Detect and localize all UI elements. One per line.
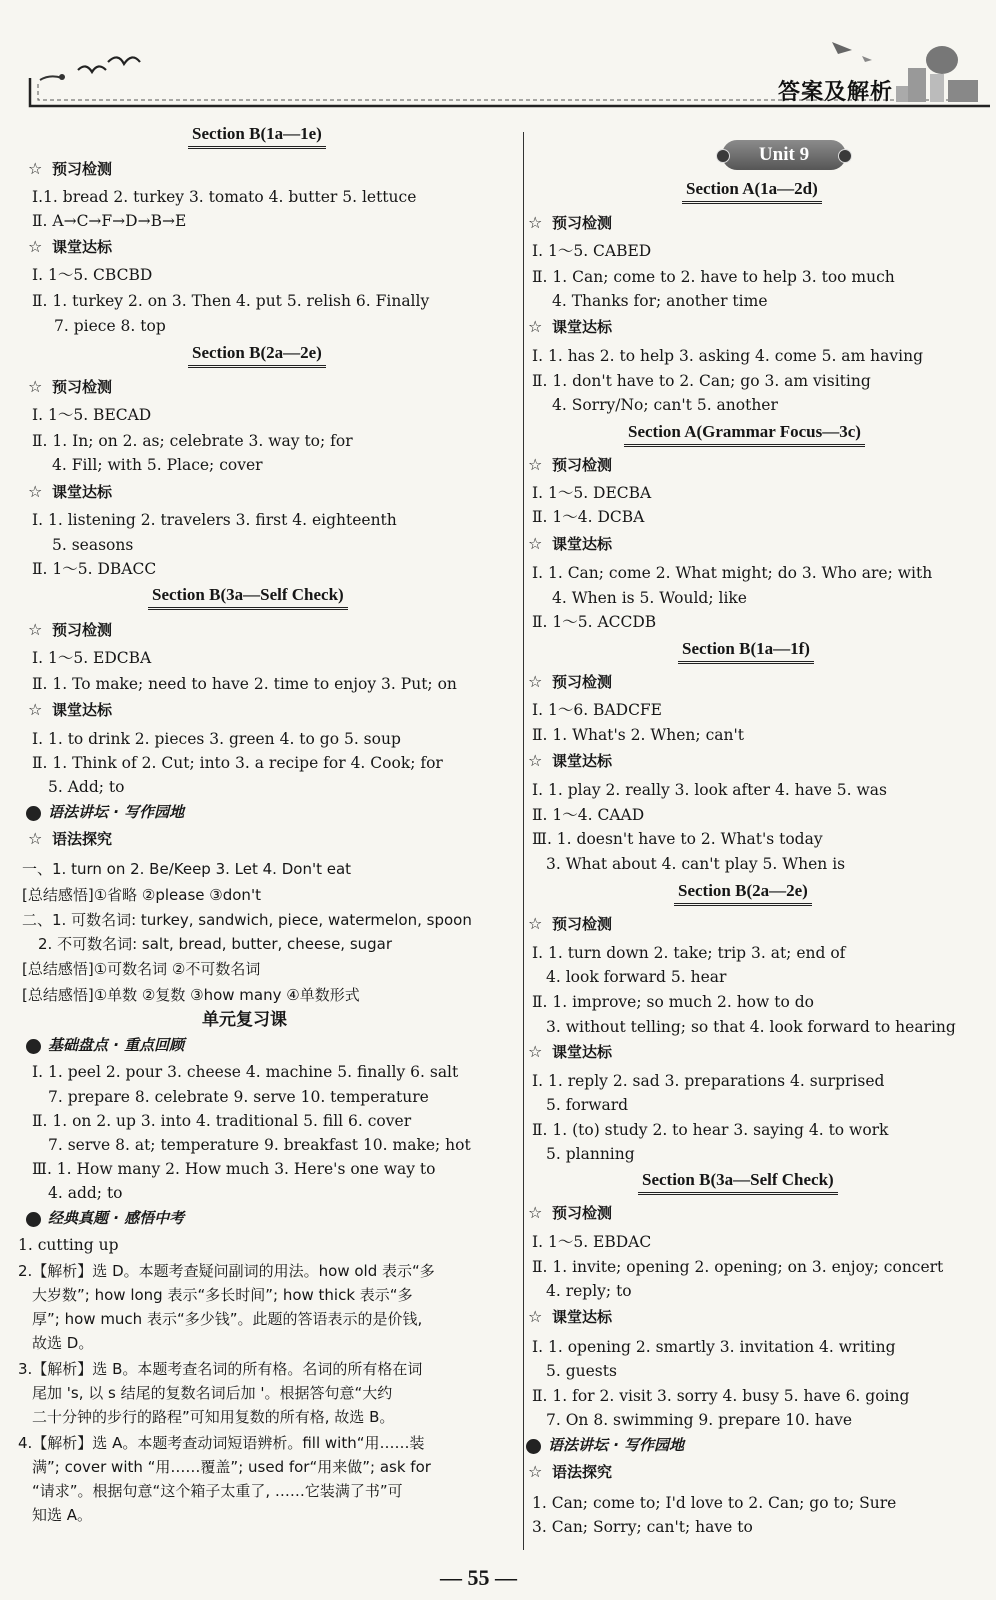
label-class: ☆ 课堂达标 (28, 700, 113, 719)
answer-line: 4. Fill; with 5. Place; cover (52, 456, 263, 474)
grammar-heading: 语法讲坛 · 写作园地 (26, 805, 184, 820)
answer-line: Ⅱ. A→C→F→D→B→E (32, 212, 187, 230)
answer-line: Ⅰ. 1. opening 2. smartly 3. invitation 4. writing (532, 1338, 896, 1356)
star-icon: ☆ (528, 455, 543, 474)
answer-line: Ⅱ. 1. (to) study 2. to hear 3. saying 4. to work (532, 1121, 889, 1139)
answer-line: 3. without telling; so that 4. look forward to hearing (546, 1018, 956, 1036)
answer-line: 7. prepare 8. celebrate 9. serve 10. temperature (48, 1088, 429, 1106)
answer-line: 5. seasons (52, 536, 134, 554)
answer-line: 3. What about 4. can't play 5. When is (546, 855, 846, 873)
answer-line: Ⅱ. 1. Can; come to 2. have to help 3. too much (532, 268, 895, 286)
answer-line: 7. On 8. swimming 9. prepare 10. have (546, 1411, 853, 1429)
answer-line: 二、1. 可数名词: turkey, sandwich, piece, watermelon, spoon (22, 911, 472, 929)
answer-line: Ⅱ. 1. Think of 2. Cut; into 3. a recipe for 4. Cook; for (32, 754, 443, 772)
unit-badge: Unit 9 (722, 140, 846, 170)
star-icon: ☆ (528, 1042, 543, 1061)
answer-line: 7. serve 8. at; temperature 9. breakfast 10. make; hot (48, 1136, 471, 1154)
section-heading: Section B(1a—1e) (188, 125, 326, 149)
answer-line: Ⅱ. 1. In; on 2. as; celebrate 3. way to; for (32, 432, 353, 450)
star-icon: ☆ (528, 672, 543, 691)
answer-line: Ⅲ. 1. doesn't have to 2. What's today (532, 830, 823, 848)
page-header (0, 0, 996, 130)
label-preview: ☆ 预习检测 (28, 159, 113, 178)
answer-line: [总结感悟]①可数名词 ②不可数名词 (22, 960, 261, 978)
explanation-line: 3.【解析】选 B。本题考查名词的所有格。名词的所有格在词 (18, 1360, 423, 1378)
answer-line: 5. forward (546, 1096, 629, 1114)
star-icon: ☆ (28, 237, 43, 256)
star-icon: ☆ (28, 482, 43, 501)
section-heading: Section B(3a—Self Check) (148, 586, 348, 610)
answer-line: Ⅰ. 1～5. BECAD (32, 406, 152, 424)
answer-line: Ⅱ. 1～4. CAAD (532, 806, 645, 824)
label-preview: ☆ 预习检测 (528, 672, 613, 691)
answer-line: Ⅱ. 1～5. DBACC (32, 560, 157, 578)
section-heading: Section B(3a—Self Check) (638, 1171, 838, 1195)
review-title: 单元复习课 (202, 1010, 287, 1030)
label-preview: ☆ 预习检测 (528, 914, 613, 933)
star-icon: ☆ (528, 1307, 543, 1326)
answer-line: 4. Sorry/No; can't 5. another (552, 396, 778, 414)
exam-heading: 经典真题 · 感悟中考 (26, 1211, 184, 1226)
answer-line: 一、1. turn on 2. Be/Keep 3. Let 4. Don't eat (22, 860, 352, 878)
explanation-line: 二十分钟的步行的路程”可知用复数的所有格, 故选 B。 (32, 1408, 395, 1426)
star-icon: ☆ (28, 377, 43, 396)
answer-line: 7. piece 8. top (54, 317, 166, 335)
answer-line: Ⅰ. 1～5. DECBA (532, 484, 652, 502)
star-icon: ☆ (528, 534, 543, 553)
basic-heading: 基础盘点 · 重点回顾 (26, 1038, 184, 1053)
answer-line: Ⅰ. 1～6. BADCFE (532, 701, 662, 719)
answer-line: 1. cutting up (18, 1236, 119, 1254)
answer-line: [总结感悟]①省略 ②please ③don't (22, 886, 261, 904)
explanation-line: 2.【解析】选 D。本题考查疑问副词的用法。how old 表示“多 (18, 1262, 435, 1280)
explanation-line: 尾加 's, 以 s 结尾的复数名词后加 '。根据答句意“大约 (32, 1384, 393, 1402)
answer-line: Ⅱ. 1. turkey 2. on 3. Then 4. put 5. relish 6. Finally (32, 292, 430, 310)
answer-line: Ⅱ. 1. To make; need to have 2. time to enjoy 3. Put; on (32, 675, 457, 693)
label-class: ☆ 课堂达标 (528, 317, 613, 336)
header-decoration (0, 0, 996, 130)
label-preview: ☆ 预习检测 (528, 455, 613, 474)
answer-line: Ⅰ. 1. peel 2. pour 3. cheese 4. machine 5. finally 6. salt (32, 1063, 459, 1081)
answer-line: 4. add; to (48, 1184, 123, 1202)
label-class: ☆ 课堂达标 (528, 1042, 613, 1061)
star-icon: ☆ (28, 159, 43, 178)
column-divider (523, 132, 524, 1550)
answer-line: 5. planning (546, 1145, 635, 1163)
star-icon: ☆ (28, 620, 43, 639)
answer-line: Ⅰ. 1. play 2. really 3. look after 4. have 5. was (532, 781, 887, 799)
header-title: 答案及解析 (778, 80, 894, 105)
answer-line: Ⅱ. 1～4. DCBA (532, 508, 645, 526)
answer-line: 1. Can; come to; I'd love to 2. Can; go to; Sure (532, 1494, 897, 1512)
answer-line: Ⅰ. 1. turn down 2. take; trip 3. at; end of (532, 944, 846, 962)
star-icon: ☆ (28, 829, 43, 848)
label-preview: ☆ 预习检测 (28, 377, 113, 396)
answer-line: 2. 不可数名词: salt, bread, butter, cheese, sugar (38, 935, 393, 953)
answer-line: Ⅱ. 1. for 2. visit 3. sorry 4. busy 5. have 6. going (532, 1387, 910, 1405)
bullet-icon (26, 1212, 41, 1227)
answer-line: Ⅰ. 1. to drink 2. pieces 3. green 4. to go 5. soup (32, 730, 401, 748)
answer-line: Ⅱ. 1. invite; opening 2. opening; on 3. enjoy; concert (532, 1258, 944, 1276)
explanation-line: 知选 A。 (32, 1506, 93, 1524)
section-heading: Section B(2a—2e) (674, 882, 812, 906)
bullet-icon (526, 1439, 541, 1454)
answer-line: Ⅰ. 1～5. EDCBA (32, 649, 152, 667)
answer-line: Ⅰ.1. bread 2. turkey 3. tomato 4. butter 5. lettuce (32, 188, 417, 206)
answer-line: Ⅱ. 1. What's 2. When; can't (532, 726, 744, 744)
answer-line: Ⅰ. 1. Can; come 2. What might; do 3. Who are; with (532, 564, 933, 582)
star-icon: ☆ (528, 1203, 543, 1222)
star-icon: ☆ (28, 700, 43, 719)
explanation-line: “请求”。根据句意“这个箱子太重了, ……它装满了书”可 (32, 1482, 403, 1500)
answer-line: 4. look forward 5. hear (546, 968, 727, 986)
answer-line: 3. Can; Sorry; can't; have to (532, 1518, 753, 1536)
answer-line: Ⅰ. 1. has 2. to help 3. asking 4. come 5. am having (532, 347, 924, 365)
label-grammar: ☆ 语法探究 (28, 829, 113, 848)
section-heading: Section A(1a—2d) (682, 180, 822, 204)
answer-line: Ⅱ. 1. don't have to 2. Can; go 3. am visiting (532, 372, 871, 390)
label-grammar: ☆ 语法探究 (528, 1462, 613, 1481)
bullet-icon (26, 806, 41, 821)
answer-line: Ⅱ. 1～5. ACCDB (532, 613, 657, 631)
answer-line: 4. Thanks for; another time (552, 292, 768, 310)
star-icon: ☆ (528, 317, 543, 336)
section-heading: Section A(Grammar Focus—3c) (624, 423, 865, 447)
label-preview: ☆ 预习检测 (28, 620, 113, 639)
label-class: ☆ 课堂达标 (528, 1307, 613, 1326)
answer-line: 4. reply; to (546, 1282, 632, 1300)
section-heading: Section B(2a—2e) (188, 344, 326, 368)
star-icon: ☆ (528, 1462, 543, 1481)
label-class: ☆ 课堂达标 (28, 237, 113, 256)
answer-line: 5. guests (546, 1362, 617, 1380)
answer-line: Ⅰ. 1. reply 2. sad 3. preparations 4. surprised (532, 1072, 885, 1090)
answer-line: Ⅱ. 1. improve; so much 2. how to do (532, 993, 814, 1011)
label-preview: ☆ 预习检测 (528, 1203, 613, 1222)
answer-line: Ⅰ. 1～5. CABED (532, 242, 652, 260)
answer-line: [总结感悟]①单数 ②复数 ③how many ④单数形式 (22, 986, 360, 1004)
explanation-line: 满”; cover with “用……覆盖”; used for“用来做”; ask for (32, 1458, 431, 1476)
star-icon: ☆ (528, 914, 543, 933)
page-number: — 55 — (440, 1565, 517, 1590)
explanation-line: 故选 D。 (32, 1334, 94, 1352)
answer-line: 5. Add; to (48, 778, 125, 796)
grammar-heading: 语法讲坛 · 写作园地 (526, 1438, 684, 1453)
label-class: ☆ 课堂达标 (528, 534, 613, 553)
explanation-line: 4.【解析】选 A。本题考查动词短语辨析。fill with“用……装 (18, 1434, 425, 1452)
answer-line: Ⅰ. 1～5. EBDAC (532, 1233, 652, 1251)
bullet-icon (26, 1039, 41, 1054)
label-class: ☆ 课堂达标 (28, 482, 113, 501)
answer-line: Ⅰ. 1. listening 2. travelers 3. first 4. eighteenth (32, 511, 397, 529)
explanation-line: 厚”; how much 表示“多少钱”。此题的答语表示的是价钱, (32, 1310, 423, 1328)
label-class: ☆ 课堂达标 (528, 751, 613, 770)
answer-line: Ⅰ. 1～5. CBCBD (32, 266, 153, 284)
star-icon: ☆ (528, 213, 543, 232)
answer-line: Ⅱ. 1. on 2. up 3. into 4. traditional 5. fill 6. cover (32, 1112, 412, 1130)
explanation-line: 大岁数”; how long 表示“多长时间”; how thick 表示“多 (32, 1286, 413, 1304)
star-icon: ☆ (528, 751, 543, 770)
section-heading: Section B(1a—1f) (678, 640, 814, 664)
answer-line: Ⅲ. 1. How many 2. How much 3. Here's one way to (32, 1160, 436, 1178)
answer-line: 4. When is 5. Would; like (552, 589, 747, 607)
label-preview: ☆ 预习检测 (528, 213, 613, 232)
